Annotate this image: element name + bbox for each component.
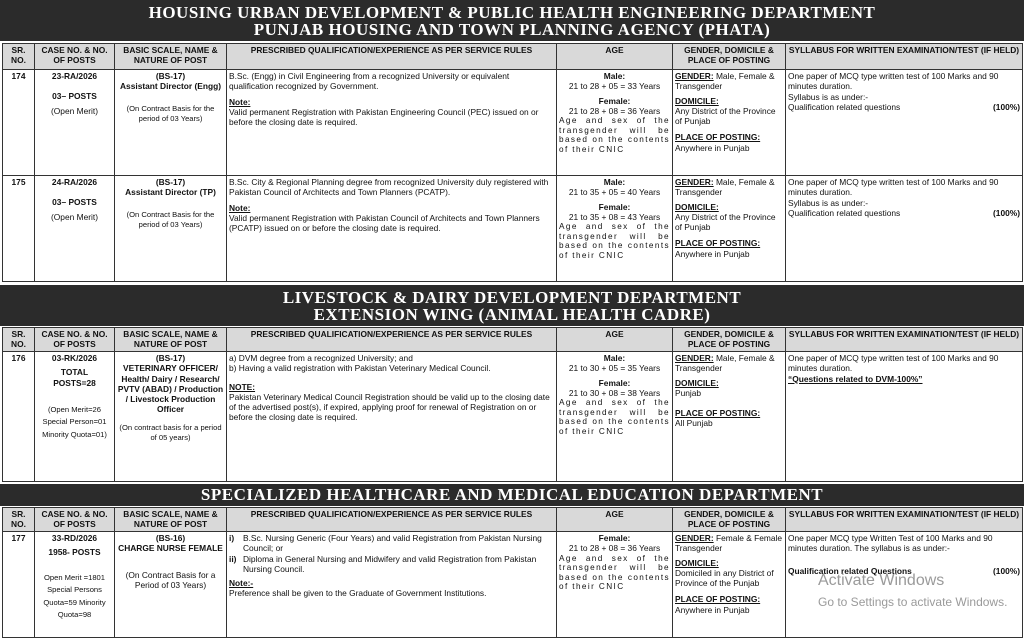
header-gender: GENDER, DOMICILE & PLACE OF POSTING	[673, 44, 786, 70]
syllabus-intro: Syllabus is as under:-	[788, 91, 869, 102]
post-nature: (On Contract Basis for the period of 03 Years)	[126, 209, 215, 229]
department-banner-livestock	[0, 285, 1024, 326]
age-female-label: Female:	[598, 201, 631, 212]
post-nature: (On Contract Basis for the period of 03 Years)	[126, 103, 215, 123]
qual-i-label: i)	[229, 533, 235, 543]
age-female-label: Female:	[598, 377, 631, 388]
post-nature: (On contract basis for a period of 05 years)	[119, 422, 222, 442]
posting-label: PLACE OF POSTING:	[675, 238, 761, 249]
case-no: 33-RD/2026	[51, 533, 98, 543]
syllabus-percent: (100%)	[993, 207, 1020, 218]
age-transgender-note: Age and sex of the transgender will be based on the contents of their CNIC	[559, 116, 670, 154]
age-male-label: Male:	[603, 71, 626, 81]
activate-windows-subtitle: Go to Settings to activate Windows.	[818, 595, 1008, 609]
qualification-text: B.Sc. City & Regional Planning degree from recognized University duly registered with Pakistan Council of Architects and Town Planners (PCATP).	[229, 177, 549, 198]
posts-count: 03– POSTS	[52, 91, 97, 102]
gender-label: GENDER:	[675, 71, 714, 81]
gender-label: GENDER:	[675, 177, 714, 187]
header-qualification: PRESCRIBED QUALIFICATION/EXPERIENCE AS PER SERVICE RULES	[227, 328, 557, 352]
age-female: 21 to 35 + 08 = 43 Years	[568, 211, 661, 222]
merit-info: (Open Merit=26 Special Person=01 Minority Quota=01)	[42, 404, 107, 439]
note-text: Pakistan Veterinary Medical Council Registration should be valid up to the closing date of the advertised post(s), if expired, applying proof for renewal of Registration on or before the closing date is required.	[229, 391, 550, 423]
posts-count: 03– POSTS	[52, 197, 97, 208]
table-header-row	[3, 44, 1023, 70]
activate-windows-title: Activate Windows	[818, 572, 945, 589]
header-sr: SR. NO.	[3, 328, 35, 352]
header-syllabus: SYLLABUS FOR WRITTEN EXAMINATION/TEST (IF HELD)	[786, 508, 1023, 532]
age-male: 21 to 30 + 05 = 35 Years	[568, 363, 661, 374]
syllabus-text: One paper of MCQ type written test of 100 Marks and 90 minutes duration.	[788, 71, 999, 92]
posts-count: 1958- POSTS	[48, 547, 101, 558]
sr-no: 175	[3, 176, 35, 282]
post-name: CHARGE NURSE FEMALE	[118, 543, 223, 554]
age-transgender-note: Age and sex of the transgender will be based on the contents of their CNIC	[559, 398, 670, 436]
table-header-row	[3, 508, 1023, 532]
header-syllabus: SYLLABUS FOR WRITTEN EXAMINATION/TEST (IF HELD)	[786, 328, 1023, 352]
syllabus-text: One paper of MCQ type written test of 100 Marks and 90 minutes duration.	[788, 177, 999, 198]
header-age: AGE	[557, 44, 673, 70]
domicile-label: DOMICILE:	[675, 201, 719, 212]
note-label: NOTE:	[229, 381, 256, 392]
header-scale: BASIC SCALE, NAME & NATURE OF POST	[115, 44, 227, 70]
syllabus-percent: (100%)	[993, 565, 1020, 576]
header-scale: BASIC SCALE, NAME & NATURE OF POST	[115, 508, 227, 532]
qual-ii-label: ii)	[229, 553, 237, 564]
gender-value: Male, Female & Transgender	[675, 353, 775, 374]
table-header-row	[3, 328, 1023, 352]
note-label: Note:-	[229, 578, 254, 589]
banner-title: SPECIALIZED HEALTHCARE AND MEDICAL EDUCATION DEPARTMENT	[200, 485, 824, 504]
merit-info: Open Merit =1801 Special Persons Quota=59 Minority Quota=98	[43, 572, 106, 620]
domicile-label: DOMICILE:	[675, 95, 719, 106]
header-age: AGE	[557, 328, 673, 352]
qualification-ii: Diploma in General Nursing and Midwifery and valid Registration from Pakistan Nursing Council.	[243, 553, 537, 574]
header-qualification: PRESCRIBED QUALIFICATION/EXPERIENCE AS PER SERVICE RULES	[227, 44, 557, 70]
department-banner-hudphed	[0, 0, 1024, 41]
banner-subtitle: PUNJAB HOUSING AND TOWN PLANNING AGENCY (PHATA)	[253, 20, 771, 39]
table-row	[3, 70, 1023, 176]
posting-value: Anywhere in Punjab	[675, 248, 750, 259]
posting-value: All Punjab	[675, 418, 713, 429]
header-age: AGE	[557, 508, 673, 532]
post-name: Assistant Director (Engg)	[120, 81, 221, 92]
syllabus-percent: (100%)	[993, 101, 1020, 112]
domicile-value: Domiciled in any District of Province of the Punjab	[675, 567, 774, 589]
qualification-a: a) DVM degree from a recognized University; and	[229, 353, 413, 363]
age-female: 21 to 28 + 08 = 36 Years	[568, 543, 661, 554]
note-label: Note:	[229, 96, 251, 107]
posting-label: PLACE OF POSTING:	[675, 132, 761, 143]
banner-title: LIVESTOCK & DAIRY DEVELOPMENT DEPARTMENT	[282, 288, 742, 307]
domicile-value: Any District of the Province of Punjab	[675, 211, 776, 233]
banner-title: HOUSING URBAN DEVELOPMENT & PUBLIC HEALTH ENGINEERING DEPARTMENT	[148, 3, 876, 22]
sr-no: 174	[3, 70, 35, 176]
merit-info: (Open Merit)	[50, 105, 98, 116]
posts-count: TOTAL POSTS=28	[53, 367, 96, 388]
header-case: CASE NO. & NO. OF POSTS	[35, 44, 115, 70]
header-case: CASE NO. & NO. OF POSTS	[35, 508, 115, 532]
gender-value: Male, Female & Transgender	[675, 177, 775, 198]
age-female: 21 to 30 + 08 = 38 Years	[568, 387, 661, 398]
domicile-label: DOMICILE:	[675, 377, 719, 388]
age-female: 21 to 28 + 08 = 36 Years	[568, 105, 661, 116]
note-text: Valid permanent Registration with Pakistan Council of Architects and Town Planners (PCATP) issued on or before the closing date is required.	[229, 212, 540, 234]
header-case: CASE NO. & NO. OF POSTS	[35, 328, 115, 352]
header-scale: BASIC SCALE, NAME & NATURE OF POST	[115, 328, 227, 352]
note-text: Preference shall be given to the Graduate of Government Institutions.	[229, 588, 487, 599]
age-female-label: Female:	[598, 533, 631, 543]
case-no: 03-RK/2026	[51, 353, 98, 363]
header-gender: GENDER, DOMICILE & PLACE OF POSTING	[673, 328, 786, 352]
syllabus-topic: Qualification related questions	[788, 207, 901, 218]
age-transgender-note: Age and sex of the transgender will be based on the contents of their CNIC	[559, 553, 670, 592]
sr-no: 177	[3, 532, 35, 638]
age-transgender-note: Age and sex of the transgender will be based on the contents of their CNIC	[559, 222, 670, 260]
table-row	[3, 352, 1023, 482]
posting-value: Anywhere in Punjab	[675, 142, 750, 153]
syllabus-text: One paper of MCQ type written test of 100 Marks and 90 minutes duration.	[788, 353, 999, 374]
gender-value: Female & Female Transgender	[675, 533, 783, 554]
gender-value: Male, Female & Transgender	[675, 71, 775, 92]
age-male: 21 to 28 + 05 = 33 Years	[568, 81, 661, 92]
basic-scale: (BS-17)	[155, 177, 186, 187]
basic-scale: (BS-16)	[155, 533, 186, 543]
syllabus-topic: Qualification related Questions	[788, 565, 912, 576]
header-sr: SR. NO.	[3, 44, 35, 70]
basic-scale: (BS-17)	[155, 353, 186, 363]
post-name: Assistant Director (TP)	[125, 187, 216, 198]
header-gender: GENDER, DOMICILE & PLACE OF POSTING	[673, 508, 786, 532]
gender-label: GENDER:	[675, 353, 714, 363]
header-syllabus: SYLLABUS FOR WRITTEN EXAMINATION/TEST (IF HELD)	[786, 44, 1023, 70]
posting-label: PLACE OF POSTING:	[675, 408, 761, 419]
qualification-i: B.Sc. Nursing Generic (Four Years) and valid Registration from Pakistan Nursing Council; or	[243, 533, 542, 554]
age-male-label: Male:	[603, 353, 626, 363]
posts-table-hudphed	[2, 43, 1023, 282]
syllabus-topic: “Questions related to DVM-100%”	[788, 373, 923, 384]
header-qualification: PRESCRIBED QUALIFICATION/EXPERIENCE AS PER SERVICE RULES	[227, 508, 557, 532]
domicile-label: DOMICILE:	[675, 557, 719, 568]
age-male-label: Male:	[603, 177, 626, 187]
table-row	[3, 176, 1023, 282]
basic-scale: (BS-17)	[155, 71, 186, 81]
sr-no: 176	[3, 352, 35, 482]
header-sr: SR. NO.	[3, 508, 35, 532]
department-banner-health	[0, 484, 1024, 506]
posts-table-livestock	[2, 327, 1023, 482]
posting-value: Anywhere in Punjab	[675, 604, 750, 615]
case-no: 24-RA/2026	[51, 177, 98, 187]
note-label: Note:	[229, 202, 251, 213]
syllabus-topic: Qualification related questions	[788, 101, 901, 112]
age-female-label: Female:	[598, 95, 631, 106]
gender-label: GENDER:	[675, 533, 714, 543]
syllabus-text: One paper MCQ type Written Test of 100 Marks and 90 minutes duration. The syllabus is as under:-	[788, 533, 993, 554]
post-nature: (On Contract Basis for a Period of 03 Years)	[125, 569, 216, 590]
qualification-text: B.Sc. (Engg) in Civil Engineering from a recognized University or equivalent qualification recognized by Government.	[229, 71, 510, 92]
syllabus-intro: Syllabus is as under:-	[788, 197, 869, 208]
domicile-value: Any District of the Province of Punjab	[675, 105, 776, 127]
age-male: 21 to 35 + 05 = 40 Years	[568, 187, 661, 198]
domicile-value: Punjab	[675, 387, 702, 398]
posting-label: PLACE OF POSTING:	[675, 594, 761, 605]
post-name: VETERINARY OFFICER/ Health/ Dairy / Research/ PVTV (ABAD) / Production / Livestock Production Officer	[117, 363, 224, 415]
merit-info: (Open Merit)	[50, 211, 98, 222]
banner-subtitle: EXTENSION WING (ANIMAL HEALTH CADRE)	[313, 305, 711, 324]
case-no: 23-RA/2026	[51, 71, 98, 81]
qualification-b: b) Having a valid registration with Pakistan Veterinary Medical Council.	[229, 363, 491, 374]
note-text: Valid permanent Registration with Pakistan Engineering Council (PEC) issued on or before the closing date is required.	[229, 106, 539, 128]
